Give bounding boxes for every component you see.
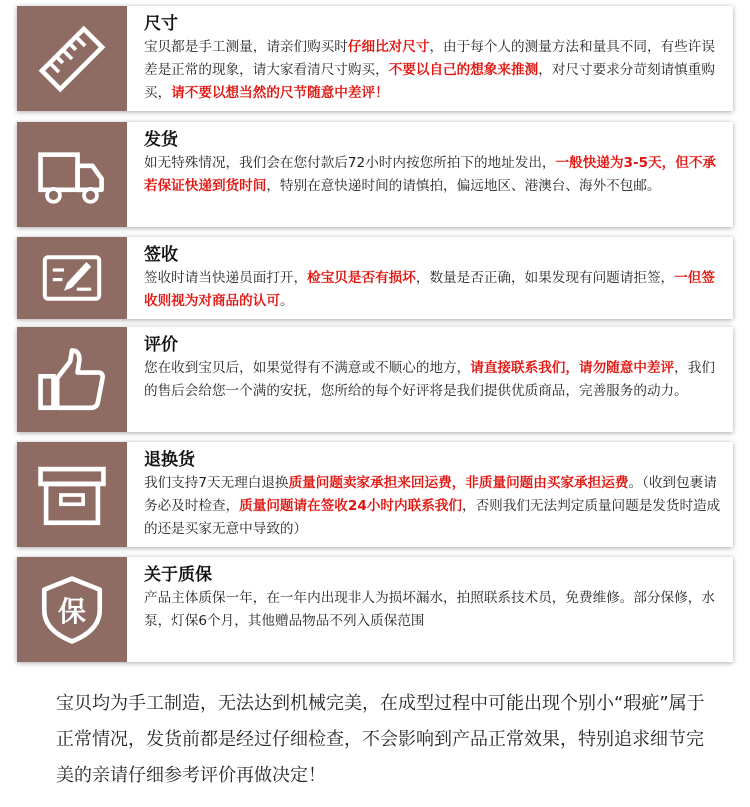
sign-document-icon — [40, 246, 104, 310]
card-warranty — [17, 557, 733, 662]
return-box-icon — [35, 458, 109, 532]
svg-text:保: 保 — [58, 594, 86, 628]
card-title: 尺寸 — [144, 14, 178, 34]
card-body: 签收时请当快递员面打开，检宝贝是否有损坏，数量是否正确，如果发现有问题请拒签，一但签收则视为对商品的认可。 — [144, 270, 715, 309]
card-title: 评价 — [144, 335, 178, 355]
footer-note: 宝贝均为手工制造，无法达到机械完美，在成型过程中可能出现个别小“瑕疵”属于正常情况，发货前都是经过仔细检查，不会影响到产品正常效果，特别追求细节完美的亲请仔细参考评价再做决定！ — [56, 693, 705, 786]
card-title: 退换货 — [144, 450, 195, 470]
card-returns — [17, 442, 733, 547]
thumbs-up-icon — [35, 343, 109, 417]
card-review — [17, 327, 733, 432]
card-body: 产品主体质保一年，在一年内出现非人为损坏漏水，拍照联系技术员，免费维修。部分保修，水泵，灯保6个月，其他赠品物品不列入质保范围 — [144, 590, 715, 629]
card-signing — [17, 237, 733, 319]
delivery-truck-icon — [35, 138, 109, 212]
warranty-shield-icon — [35, 573, 109, 647]
card-body: 宝贝都是手工测量，请亲们购买时仔细比对尺寸，由于每个人的测量方法和量具不同，有些许误差是正常的现象，请大家看清尺寸购买，不要以自己的想象来推测，对尺寸要求分苛刻请慎重购买，请不要以想当然的尺节随意中差评！ — [144, 39, 715, 101]
card-size — [17, 6, 733, 111]
ruler-icon — [35, 22, 109, 96]
card-body: 我们支持7天无理白退换质量问题卖家承担来回运费，非质量问题由买家承担运费。（收到包裹请务必及时检查，质量问题请在签收24小时内联系我们，否则我们无法判定质量问题是发货时造成的还是买家无意中导致的） — [144, 475, 721, 537]
card-title: 发货 — [144, 130, 178, 150]
card-title: 签收 — [144, 245, 178, 265]
card-body: 如无特殊情况，我们会在您付款后72小时内按您所拍下的地址发出，一般快递为3-5天，但不承若保证快递到货时间，特别在意快递时间的请慎拍，偏远地区、港澳台、海外不包邮。 — [144, 155, 717, 194]
card-shipping — [17, 122, 733, 227]
card-title: 关于质保 — [144, 565, 212, 585]
card-body: 您在收到宝贝后，如果觉得有不满意或不顺心的地方，请直接联系我们，请勿随意中差评，我们的售后会给您一个满的安抚，您所给的每个好评将是我们提供优质商品，完善服务的动力。 — [144, 360, 715, 399]
